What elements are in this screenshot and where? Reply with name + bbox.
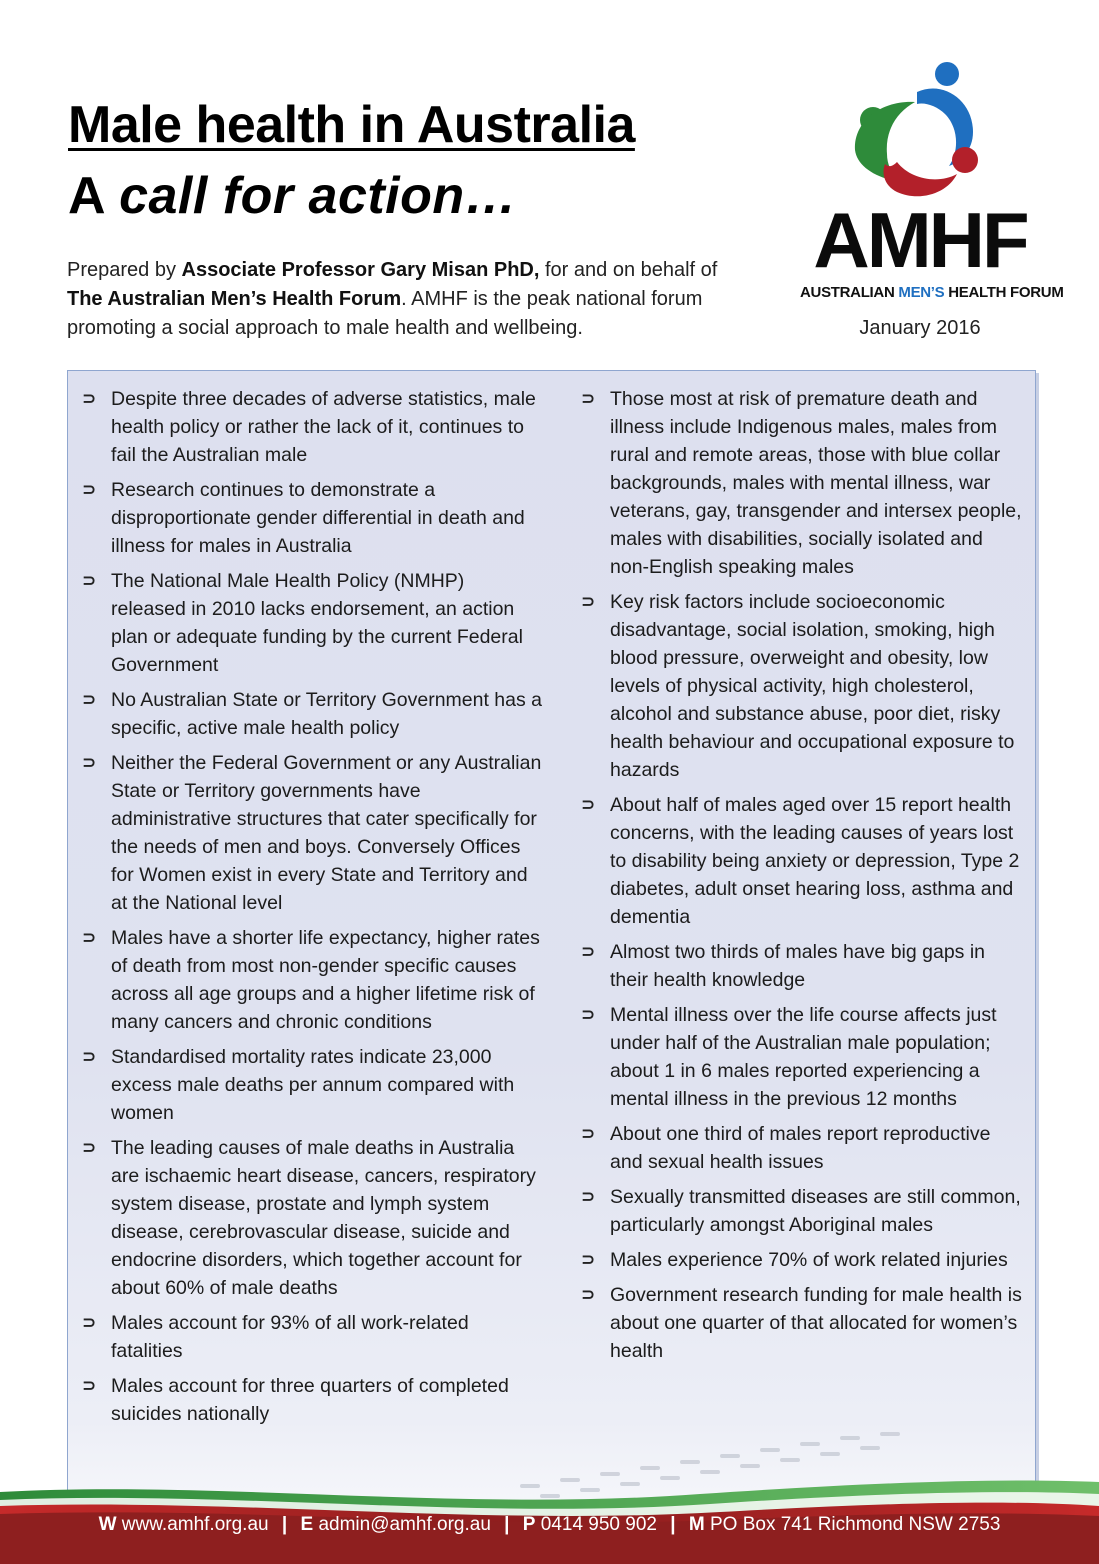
bullet-point	[581, 1001, 1026, 1113]
intro-paragraph	[67, 256, 757, 343]
right-column	[581, 385, 1026, 1372]
bullet-point	[82, 686, 542, 742]
bullet-arrow-icon: ⊃	[581, 389, 596, 408]
logo-sub-before: AUSTRALIAN	[800, 284, 899, 301]
page-title: Male health in Australia	[68, 96, 635, 154]
bullet-point	[82, 924, 542, 1036]
footer-separator: |	[281, 1514, 288, 1535]
bullet-arrow-icon: ⊃	[581, 592, 596, 611]
bullet-arrow-icon: ⊃	[82, 690, 97, 709]
page-subtitle	[68, 166, 517, 226]
logo-wordmark: AMHF	[813, 196, 1027, 284]
bullet-text: Key risk factors include socioeconomic disadvantage, social isolation, smoking, high blood pressure, overweight and obesity, low levels of physical activity, high cholesterol, alcohol and substance abuse, poor diet, risky health behaviour and occupational exposure to hazards	[610, 591, 1015, 781]
bullet-point	[82, 567, 542, 679]
bullet-point	[82, 1134, 542, 1302]
amhf-logo	[800, 62, 1064, 352]
phone-number[interactable]: 0414 950 902	[540, 1514, 657, 1535]
subtitle-italic: call for action…	[119, 167, 518, 225]
bullet-point	[82, 1043, 542, 1127]
bullet-text: Males have a shorter life expectancy, higher rates of death from most non-gender specific causes across all age groups and a higher lifetime risk of many cancers and chronic conditions	[111, 927, 540, 1033]
bullet-point	[82, 749, 542, 917]
footer-e-label: E	[300, 1514, 314, 1535]
bullet-arrow-icon: ⊃	[82, 1376, 97, 1395]
bullet-arrow-icon: ⊃	[581, 795, 596, 814]
bullet-point	[581, 1246, 1026, 1274]
bullet-point	[581, 1120, 1026, 1176]
footer-w-label: W	[98, 1514, 117, 1535]
bullet-point	[581, 938, 1026, 994]
bullet-arrow-icon: ⊃	[82, 928, 97, 947]
decorative-waves	[0, 1420, 1099, 1564]
website-link[interactable]: www.amhf.org.au	[121, 1514, 269, 1535]
footer-p-label: P	[522, 1514, 536, 1535]
bullet-arrow-icon: ⊃	[581, 942, 596, 961]
footer-m-label: M	[688, 1514, 705, 1535]
bullet-point	[581, 385, 1026, 581]
bullet-point	[581, 1281, 1026, 1365]
postal-address: PO Box 741 Richmond NSW 2753	[709, 1514, 1001, 1535]
logo-sub-after: HEALTH FORUM	[944, 284, 1064, 301]
left-column	[82, 385, 542, 1435]
bullet-point	[581, 588, 1026, 784]
intro-text-3: . AMHF is the peak national forum promoting a social approach to male health and wellbeing.	[67, 288, 703, 339]
intro-text-1: Prepared by	[67, 259, 182, 281]
bullet-text: Despite three decades of adverse statistics, male health policy or rather the lack of it, continues to fail the Australian male	[111, 388, 536, 466]
publication-date: January 2016	[859, 317, 981, 339]
bullet-arrow-icon: ⊃	[82, 480, 97, 499]
bullet-point	[82, 476, 542, 560]
bullet-arrow-icon: ⊃	[581, 1187, 596, 1206]
bullet-arrow-icon: ⊃	[82, 1313, 97, 1332]
bullet-arrow-icon: ⊃	[82, 753, 97, 772]
bullet-text: Mental illness over the life course affects just under half of the Australian male population; about 1 in 6 males reported experiencing a mental illness in the previous 12 months	[610, 1004, 997, 1110]
bullet-arrow-icon: ⊃	[82, 389, 97, 408]
bullet-text: About half of males aged over 15 report health concerns, with the leading causes of years lost to disability being anxiety or depression, Type 2 diabetes, adult onset hearing loss, asthma and dementia	[610, 794, 1020, 928]
logo-subtitle	[800, 284, 1064, 301]
contact-footer	[0, 1514, 1099, 1536]
bullet-text: Sexually transmitted diseases are still common, particularly amongst Aboriginal males	[610, 1186, 1021, 1236]
bullet-arrow-icon: ⊃	[581, 1124, 596, 1143]
intro-author: Associate Professor Gary Misan PhD,	[181, 259, 540, 281]
bullet-text: Neither the Federal Government or any Australian State or Territory governments have administrative structures that cater specifically for the needs of men and boys. Conversely Offices for Women exist in every State and Territory and at the National level	[111, 752, 542, 914]
footer-separator: |	[670, 1514, 676, 1535]
bullet-point	[581, 791, 1026, 931]
intro-org: The Australian Men’s Health Forum	[67, 288, 402, 310]
bullet-text: No Australian State or Territory Government has a specific, active male health policy	[111, 689, 543, 739]
key-points-panel	[67, 370, 1036, 1512]
subtitle-prefix: A	[68, 167, 120, 225]
footer-separator: |	[504, 1514, 510, 1535]
email-link[interactable]: admin@amhf.org.au	[318, 1514, 491, 1535]
bullet-point	[82, 1309, 542, 1365]
bullet-text: Standardised mortality rates indicate 23,000 excess male deaths per annum compared with women	[111, 1046, 515, 1124]
bullet-arrow-icon: ⊃	[82, 1047, 97, 1066]
bullet-text: Males account for 93% of all work-related fatalities	[111, 1312, 469, 1362]
bullet-arrow-icon: ⊃	[82, 571, 97, 590]
bullet-arrow-icon: ⊃	[581, 1285, 596, 1304]
bullet-arrow-icon: ⊃	[581, 1250, 596, 1269]
logo-sub-mens: MEN’S	[898, 284, 945, 301]
bullet-text: Males account for three quarters of completed suicides nationally	[111, 1375, 509, 1425]
bullet-text: Almost two thirds of males have big gaps in their health knowledge	[610, 941, 986, 991]
intro-text-2: for and on behalf of	[539, 259, 718, 281]
bullet-point	[581, 1183, 1026, 1239]
bullet-point	[82, 385, 542, 469]
bullet-text: Those most at risk of premature death and illness include Indigenous males, males from rural and remote areas, those with blue collar backgrounds, males with mental illness, war veterans, gay, transgender and intersex people, males with disabilities, socially isolated and non-English speaking males	[610, 388, 1022, 578]
amhf-figures-icon	[845, 62, 995, 202]
bullet-text: Research continues to demonstrate a disproportionate gender differential in death and illness for males in Australia	[111, 479, 525, 557]
bullet-arrow-icon: ⊃	[82, 1138, 97, 1157]
bullet-arrow-icon: ⊃	[581, 1005, 596, 1024]
bullet-text: The leading causes of male deaths in Australia are ischaemic heart disease, cancers, respiratory system disease, prostate and lymph system disease, cerebrovascular disease, suicide and endocrine disorders, which together account for about 60% of male deaths	[111, 1137, 536, 1299]
bullet-text: Government research funding for male health is about one quarter of that allocated for women’s health	[610, 1284, 1022, 1362]
bullet-text: Males experience 70% of work related injuries	[610, 1249, 1008, 1271]
bullet-text: About one third of males report reproductive and sexual health issues	[610, 1123, 991, 1173]
bullet-text: The National Male Health Policy (NMHP) released in 2010 lacks endorsement, an action plan or adequate funding by the current Federal Government	[111, 570, 523, 676]
